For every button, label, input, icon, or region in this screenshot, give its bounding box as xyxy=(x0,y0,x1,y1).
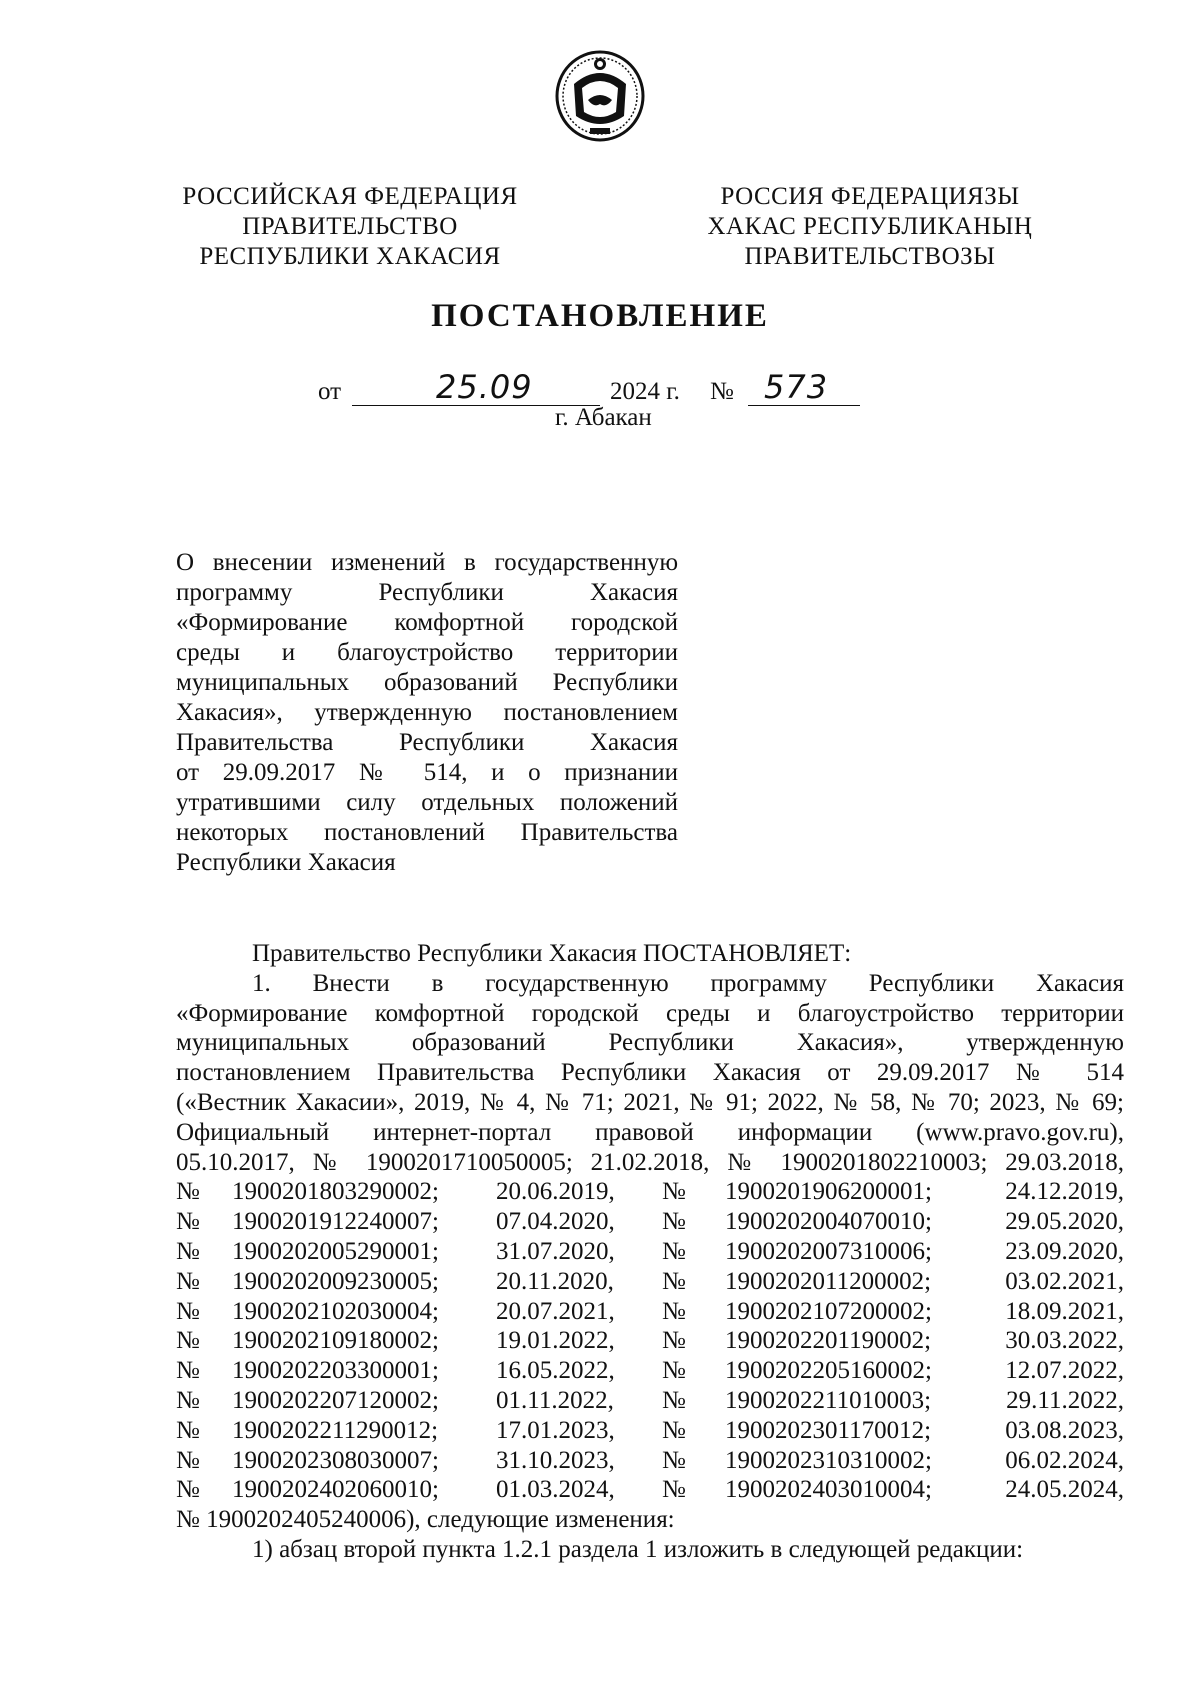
registry-cell: 1900202201190002; xyxy=(725,1327,932,1355)
registry-cell: № xyxy=(662,1386,686,1414)
registry-cell: 29.05.2020, xyxy=(1005,1208,1124,1236)
header-left-line: ПРАВИТЕЛЬСТВО xyxy=(242,213,458,240)
registry-cell: 1900201803290002; xyxy=(232,1178,439,1206)
registry-cell: 31.10.2023, xyxy=(496,1446,615,1474)
subject-line: утратившими силу отдельных положений xyxy=(176,789,678,816)
registry-cell: 24.12.2019, xyxy=(1005,1178,1124,1206)
registry-cell: 31.07.2020, xyxy=(496,1237,615,1265)
registry-cell: 20.06.2019, xyxy=(496,1178,615,1206)
registry-row xyxy=(176,1475,1124,1505)
registry-cell: 1900202004070010; xyxy=(725,1208,932,1236)
registry-cell: № xyxy=(662,1476,686,1504)
body-line: 1. Внести в государственную программу Республики Хакасия xyxy=(252,969,1124,997)
registry-cell: 1900202007310006; xyxy=(725,1237,932,1265)
registry-cell: № xyxy=(662,1208,686,1236)
number-label: № xyxy=(710,378,734,405)
registry-cell: 19.01.2022, xyxy=(496,1327,615,1355)
registry-cell: 1900202207120002; xyxy=(232,1386,439,1414)
registry-cell: № xyxy=(662,1178,686,1206)
body-line: постановлением Правительства Республики Хакасия от 29.09.2017 № 514 xyxy=(176,1059,1124,1087)
registry-cell: 03.08.2023, xyxy=(1005,1416,1124,1444)
registry-cell: 1900202301170012; xyxy=(725,1416,932,1444)
header-left-line: РЕСПУБЛИКИ ХАКАСИЯ xyxy=(199,243,501,270)
registry-cell: 23.09.2020, xyxy=(1005,1237,1124,1265)
body-line: муниципальных образований Республики Хакасия», утвержденную xyxy=(176,1029,1124,1057)
registry-row xyxy=(176,1297,1124,1327)
registry-cell: № xyxy=(176,1446,200,1474)
body-line: Официальный интернет-портал правовой информации (www.pravo.gov.ru), xyxy=(176,1118,1124,1146)
registry-cell: 1900202009230005; xyxy=(232,1267,439,1295)
registry-row xyxy=(176,1326,1124,1356)
registry-cell: 1900202205160002; xyxy=(725,1357,932,1385)
registry-cell: 29.11.2022, xyxy=(1006,1386,1124,1414)
registry-cell: 1900202402060010; xyxy=(232,1476,439,1504)
registry-cell: № xyxy=(662,1267,686,1295)
registry-cell: № xyxy=(176,1327,200,1355)
body-line: 05.10.2017, № 1900201710050005; 21.02.2018, № 1900201802210003; 29.03.2018, xyxy=(176,1148,1124,1176)
registry-cell: № xyxy=(662,1297,686,1325)
registry-row xyxy=(176,1386,1124,1416)
registry-cell: № xyxy=(176,1178,200,1206)
registry-cell: 07.04.2020, xyxy=(496,1208,615,1236)
registry-cell: 1900202011200002; xyxy=(725,1267,932,1295)
registry-cell: 17.01.2023, xyxy=(496,1416,615,1444)
registry-cell: № xyxy=(662,1416,686,1444)
registry-row xyxy=(176,1356,1124,1386)
subject-line: некоторых постановлений Правительства xyxy=(176,819,678,846)
registry-cell: № xyxy=(662,1357,686,1385)
registry-list xyxy=(176,1177,1124,1505)
registry-cell: 24.05.2024, xyxy=(1005,1476,1124,1504)
subject-line: «Формирование комфортной городской xyxy=(176,609,678,636)
registry-cell: 1900201906200001; xyxy=(725,1178,932,1206)
header-right-line: РОССИЯ ФЕДЕРАЦИЯЗЫ xyxy=(720,183,1020,210)
subject-line: О внесении изменений в государственную xyxy=(176,549,678,576)
subject-line: Правительства Республики Хакасия xyxy=(176,729,678,756)
coat-of-arms-emblem xyxy=(554,44,646,144)
registry-cell: 03.02.2021, xyxy=(1005,1267,1124,1295)
registry-cell: 12.07.2022, xyxy=(1005,1357,1124,1385)
registry-cell: № xyxy=(176,1297,200,1325)
document-subject xyxy=(176,548,678,878)
registry-cell: 1900202203300001; xyxy=(232,1357,439,1385)
header-right-kjh xyxy=(680,182,1060,272)
registry-row xyxy=(176,1416,1124,1446)
registry-cell: 1900202403010004; xyxy=(725,1476,932,1504)
header-left-ru xyxy=(160,182,540,272)
registry-row xyxy=(176,1237,1124,1267)
subpoint: 1) абзац второй пункта 1.2.1 раздела 1 изложить в следующей редакции: xyxy=(252,1535,1024,1563)
registry-cell: № xyxy=(176,1476,200,1504)
document-body xyxy=(176,939,1124,1565)
subject-line: программу Республики Хакасия xyxy=(176,579,678,606)
registry-cell: 1900202211290012; xyxy=(232,1416,439,1444)
registry-cell: 20.07.2021, xyxy=(496,1297,615,1325)
registry-cell: 1900202102030004; xyxy=(232,1297,439,1325)
header-right-line: ХАКАС РЕСПУБЛИКАНЫҢ xyxy=(707,213,1033,240)
registry-cell: № xyxy=(662,1327,686,1355)
registry-cell: № xyxy=(662,1237,686,1265)
from-label: от xyxy=(318,378,342,405)
subject-line: от 29.09.2017 № 514, и о признании xyxy=(176,759,678,786)
body-line: «Формирование комфортной городской среды и благоустройство территории xyxy=(176,999,1124,1027)
registry-row xyxy=(176,1446,1124,1476)
subject-line: Республики Хакасия xyxy=(176,849,396,876)
registry-cell: 1900202107200002; xyxy=(725,1297,932,1325)
registry-cell: № xyxy=(176,1357,200,1385)
year-label: 2024 г. xyxy=(610,378,680,405)
closing-line: № 1900202405240006), следующие изменения: xyxy=(176,1506,675,1534)
handwritten-date: 25.09 xyxy=(436,368,533,406)
registry-cell: № xyxy=(662,1446,686,1474)
registry-cell: № xyxy=(176,1208,200,1236)
registry-cell: 06.02.2024, xyxy=(1005,1446,1124,1474)
subject-line: муниципальных образований Республики xyxy=(176,669,678,696)
registry-row xyxy=(176,1177,1124,1207)
subject-line: среды и благоустройство территории xyxy=(176,639,678,666)
registry-cell: № xyxy=(176,1267,200,1295)
handwritten-number: 573 xyxy=(764,368,829,406)
city-label: г. Абакан xyxy=(555,404,652,431)
registry-cell: № xyxy=(176,1237,200,1265)
registry-cell: 01.11.2022, xyxy=(496,1386,614,1414)
registry-cell: 01.03.2024, xyxy=(496,1476,615,1504)
registry-cell: 1900202310310002; xyxy=(725,1446,932,1474)
document-type-title: ПОСТАНОВЛЕНИЕ xyxy=(431,298,769,334)
registry-cell: 30.03.2022, xyxy=(1005,1327,1124,1355)
preamble: Правительство Республики Хакасия ПОСТАНОВЛЯЕТ: xyxy=(252,940,852,967)
registry-cell: 20.11.2020, xyxy=(496,1267,614,1295)
registry-row xyxy=(176,1267,1124,1297)
registry-cell: 1900202005290001; xyxy=(232,1237,439,1265)
registry-cell: № xyxy=(176,1416,200,1444)
registry-cell: 18.09.2021, xyxy=(1005,1297,1124,1325)
header-left-line: РОССИЙСКАЯ ФЕДЕРАЦИЯ xyxy=(182,183,518,210)
registry-cell: 16.05.2022, xyxy=(496,1357,615,1385)
registry-cell: 1900202211010003; xyxy=(725,1386,932,1414)
registry-cell: 1900201912240007; xyxy=(232,1208,439,1236)
body-line: («Вестник Хакасии», 2019, № 4, № 71; 2021, № 91; 2022, № 58, № 70; 2023, № 69; xyxy=(176,1088,1124,1116)
registry-cell: № xyxy=(176,1386,200,1414)
registry-cell: 1900202109180002; xyxy=(232,1327,439,1355)
subject-line: Хакасия», утвержденную постановлением xyxy=(176,699,678,726)
header-right-line: ПРАВИТЕЛЬСТВОЗЫ xyxy=(744,243,996,270)
registry-cell: 1900202308030007; xyxy=(232,1446,439,1474)
registry-row xyxy=(176,1207,1124,1237)
